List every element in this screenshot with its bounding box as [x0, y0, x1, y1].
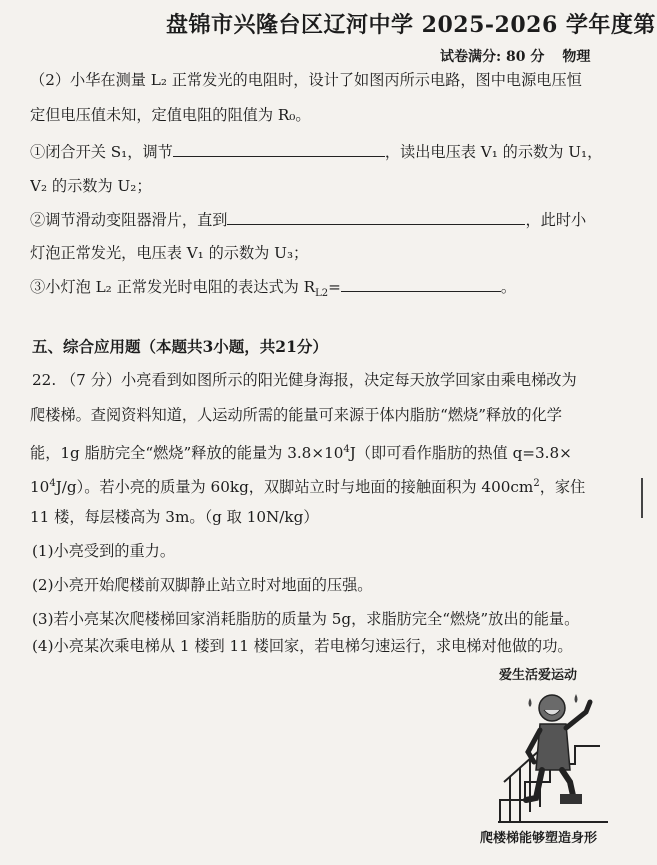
q2-step3-subscript: L2 [315, 288, 329, 300]
page-edge-mark [641, 478, 643, 518]
q2-step1-text-b: ，读出电压表 V₁ 的示数为 U₁， [384, 143, 603, 161]
q2-step3-equals: = [328, 278, 341, 296]
answer-blank-1[interactable] [173, 141, 385, 157]
q22-line-3-b: J（即可看作脂肪的热值 q=3.8× [349, 444, 572, 463]
q22-line-2: 爬楼梯。查阅资料知道，人运动所需的能量可来源于体内脂肪“燃烧”释放的化学 [30, 406, 562, 424]
poster-caption-bottom: 爬楼梯能够塑造身形 [480, 831, 598, 846]
poster-caption-top: 爱生活爱运动 [499, 668, 578, 683]
q22-sub-question-4: (4)小亮某次乘电梯从 1 楼到 11 楼回家，若电梯匀速运行，求电梯对他做的功。 [32, 637, 573, 655]
q2-step2-line-2: 灯泡正常发光，电压表 V₁ 的示数为 U₃； [30, 244, 309, 262]
section-5-title: 五、综合应用题（本题共3小题，共21分） [32, 337, 328, 356]
exam-header-title: 盘锦市兴隆台区辽河中学 2025-2026 学年度第 [166, 12, 656, 38]
q22-line-4-sup2: 2 [533, 478, 540, 489]
q22-line-4-a: 10 [30, 478, 50, 497]
q2-step1-line [30, 141, 657, 162]
q2-step3-line [30, 276, 657, 304]
q22-line-3 [30, 440, 657, 463]
stair-climbing-figure [490, 682, 615, 827]
answer-blank-2[interactable] [227, 209, 525, 225]
q22-sub-question-2: (2)小亮开始爬楼前双脚静止站立时对地面的压强。 [32, 576, 373, 594]
subject-label: 物理 [562, 49, 591, 65]
q2-step2-line [30, 209, 657, 230]
q2-step1-text: ①闭合开关 S₁，调节 [30, 143, 173, 161]
q22-sub-question-1: (1)小亮受到的重力。 [32, 542, 176, 560]
q22-line-4-b: J/g）。若小亮的质量为 60kg，双脚站立时与地面的接触面积为 400cm [55, 478, 534, 497]
q22-line-3-a: 能，1g 脂肪完全“燃烧”释放的能量为 3.8×10 [30, 444, 344, 463]
answer-blank-3[interactable] [341, 276, 501, 292]
q22-line-3-sup: 4 [343, 444, 350, 455]
q2-step1-line-2: V₂ 的示数为 U₂； [30, 177, 152, 195]
exam-header-info [440, 46, 657, 66]
score-label: 试卷满分: 80 分 [440, 49, 545, 65]
q2-intro-line-1: （2）小华在测量 L₂ 正常发光的电阻时，设计了如图丙所示电路，图中电源电压恒 [30, 71, 582, 89]
q22-line-4-c: ，家住 [539, 478, 586, 497]
q2-step3-text: ③小灯泡 L₂ 正常发光时电阻的表达式为 R [30, 278, 316, 296]
q2-step3-end: 。 [500, 278, 517, 296]
q22-line-1: 22. （7 分）小亮看到如图所示的阳光健身海报，决定每天放学回家由乘电梯改为 [32, 371, 577, 389]
q22-line-4-sup: 4 [49, 478, 56, 489]
q22-line-5: 11 楼，每层楼高为 3m。（g 取 10N/kg） [30, 508, 319, 526]
q22-line-4 [30, 474, 657, 497]
q22-sub-question-3: (3)若小亮某次爬楼梯回家消耗脂肪的质量为 5g，求脂肪完全“燃烧”放出的能量。 [32, 610, 580, 628]
q2-step2-text-b: ，此时小 [525, 211, 587, 229]
q2-intro-line-2: 定但电压值未知，定值电阻的阻值为 R₀。 [30, 106, 311, 124]
q2-step2-text: ②调节滑动变阻器滑片，直到 [30, 211, 228, 229]
